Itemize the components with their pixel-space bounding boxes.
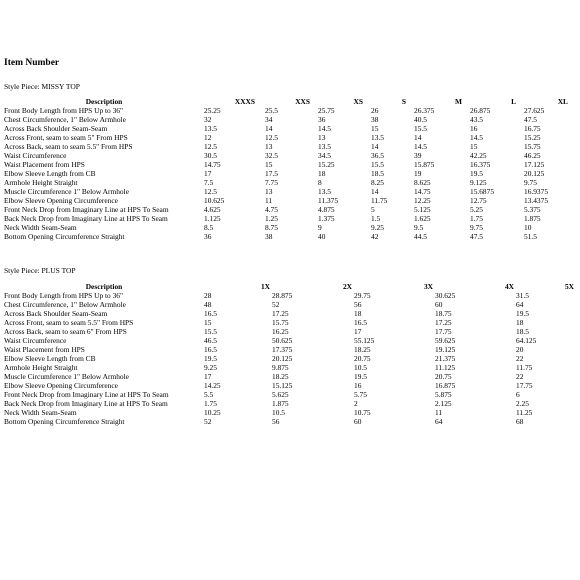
missy-cell-value: 16 xyxy=(470,124,478,133)
plus-cell-value: 52 xyxy=(204,417,212,426)
missy-cell-value: 9.5 xyxy=(414,223,424,232)
missy-cell-value: 5.125 xyxy=(414,205,431,214)
missy-cell-value: 11.375 xyxy=(318,196,339,205)
plus-cell-value: 30.625 xyxy=(435,291,456,300)
plus-cell-value: 20.125 xyxy=(272,354,293,363)
missy-cell-value: 25.5 xyxy=(265,106,278,115)
plus-cell-value: 50.625 xyxy=(272,336,293,345)
missy-cell-value: 8.25 xyxy=(371,178,384,187)
missy-cell-value: 47.5 xyxy=(524,115,537,124)
missy-table-row xyxy=(4,133,576,142)
plus-cell-value: 22 xyxy=(516,354,524,363)
missy-row-label: Across Back, seam to seam 5.5" From HPS xyxy=(4,142,133,151)
missy-table-row xyxy=(4,178,576,187)
plus-cell-value: 17 xyxy=(354,327,362,336)
plus-table-row xyxy=(4,327,576,336)
missy-cell-value: 38 xyxy=(265,232,273,241)
plus-cell-value: 18.75 xyxy=(435,309,452,318)
plus-cell-value: 16.875 xyxy=(435,381,456,390)
missy-cell-value: 12.5 xyxy=(204,187,217,196)
missy-size-header: XXXS xyxy=(234,97,255,106)
plus-cell-value: 5.5 xyxy=(204,390,214,399)
missy-cell-value: 8.5 xyxy=(204,223,214,232)
missy-size-header: M xyxy=(455,97,462,106)
plus-cell-value: 19.125 xyxy=(435,345,456,354)
plus-cell-value: 6 xyxy=(516,390,520,399)
missy-table-row xyxy=(4,142,576,151)
missy-cell-value: 26 xyxy=(371,106,379,115)
missy-cell-value: 12.5 xyxy=(265,133,278,142)
plus-row-label: Front Body Length from HPS Up to 36" xyxy=(4,291,124,300)
plus-cell-value: 18.5 xyxy=(516,327,529,336)
missy-row-label: Front Neck Drop from Imaginary Line at HPS To Seam xyxy=(4,205,169,214)
plus-size-header: 3X xyxy=(423,282,433,291)
plus-table-row xyxy=(4,408,576,417)
plus-cell-value: 68 xyxy=(516,417,524,426)
plus-cell-value: 15.125 xyxy=(272,381,293,390)
missy-table-row xyxy=(4,196,576,205)
missy-cell-value: 14.5 xyxy=(470,133,483,142)
plus-table-body xyxy=(4,291,576,426)
plus-row-label: Across Back, seam to seam 6" From HPS xyxy=(4,327,127,336)
plus-cell-value: 1.875 xyxy=(272,399,289,408)
missy-cell-value: 5.25 xyxy=(470,205,483,214)
missy-cell-value: 10 xyxy=(524,223,532,232)
missy-cell-value: 14 xyxy=(371,187,379,196)
plus-row-label: Across Front, seam to seam 5.5" From HPS xyxy=(4,318,134,327)
missy-row-label: Muscle Circumference 1" Below Armhole xyxy=(4,187,129,196)
missy-cell-value: 15.25 xyxy=(524,133,541,142)
missy-cell-value: 32 xyxy=(204,115,212,124)
missy-cell-value: 1.75 xyxy=(470,214,483,223)
missy-cell-value: 7.5 xyxy=(204,178,214,187)
plus-cell-value: 48 xyxy=(204,300,212,309)
missy-cell-value: 34.5 xyxy=(318,151,331,160)
plus-cell-value: 18.25 xyxy=(354,345,371,354)
missy-cell-value: 14.75 xyxy=(204,160,221,169)
plus-cell-value: 19.5 xyxy=(516,309,529,318)
missy-cell-value: 38 xyxy=(371,115,379,124)
plus-row-label: Neck Width Seam-Seam xyxy=(4,408,77,417)
missy-cell-value: 13.5 xyxy=(318,187,331,196)
missy-table-row xyxy=(4,205,576,214)
missy-cell-value: 15.75 xyxy=(524,142,541,151)
missy-cell-value: 17.5 xyxy=(265,169,278,178)
plus-table-row xyxy=(4,399,576,408)
missy-row-label: Back Neck Drop from Imaginary Line at HPS To Seam xyxy=(4,214,168,223)
missy-cell-value: 14.75 xyxy=(414,187,431,196)
plus-cell-value: 14.25 xyxy=(204,381,221,390)
missy-cell-value: 11.75 xyxy=(371,196,388,205)
plus-cell-value: 17.75 xyxy=(435,327,452,336)
style-piece-missy-label: Style Piece: MISSY TOP xyxy=(4,82,80,91)
missy-cell-value: 39 xyxy=(414,151,422,160)
plus-cell-value: 11 xyxy=(435,408,443,417)
missy-cell-value: 1.25 xyxy=(265,214,278,223)
missy-row-label: Front Body Length from HPS Up to 36" xyxy=(4,106,124,115)
plus-table-row xyxy=(4,372,576,381)
plus-table-row xyxy=(4,363,576,372)
missy-cell-value: 4.75 xyxy=(265,205,278,214)
plus-cell-value: 10.25 xyxy=(204,408,221,417)
missy-table-body xyxy=(4,106,576,241)
missy-cell-value: 12.5 xyxy=(204,142,217,151)
plus-cell-value: 46.5 xyxy=(204,336,217,345)
missy-row-label: Elbow Sleeve Length from CB xyxy=(4,169,96,178)
plus-row-label: Bottom Opening Circumference Straight xyxy=(4,417,125,426)
plus-cell-value: 2.125 xyxy=(435,399,452,408)
plus-row-label: Back Neck Drop from Imaginary Line at HPS To Seam xyxy=(4,399,168,408)
missy-cell-value: 15.6875 xyxy=(470,187,495,196)
missy-cell-value: 47.5 xyxy=(470,232,483,241)
missy-cell-value: 15.5 xyxy=(414,124,427,133)
missy-cell-value: 13.4375 xyxy=(524,196,549,205)
plus-cell-value: 20.75 xyxy=(354,354,371,363)
missy-cell-value: 1.125 xyxy=(204,214,221,223)
plus-size-header: 5X xyxy=(564,282,574,291)
plus-cell-value: 19.5 xyxy=(204,354,217,363)
plus-cell-value: 60 xyxy=(435,300,443,309)
plus-table-row xyxy=(4,336,576,345)
plus-cell-value: 15 xyxy=(204,318,212,327)
missy-cell-value: 40.5 xyxy=(414,115,427,124)
plus-cell-value: 11.125 xyxy=(435,363,456,372)
missy-cell-value: 13.5 xyxy=(371,133,384,142)
missy-size-table xyxy=(4,97,576,241)
plus-size-header: 2X xyxy=(342,282,352,291)
plus-table-row xyxy=(4,345,576,354)
plus-table-row xyxy=(4,381,576,390)
plus-table-row xyxy=(4,390,576,399)
missy-row-label: Elbow Sleeve Opening Circumference xyxy=(4,196,118,205)
missy-cell-value: 9.25 xyxy=(371,223,384,232)
plus-row-label: Chest Circumference, 1" Below Armhole xyxy=(4,300,126,309)
plus-cell-value: 15.5 xyxy=(204,327,217,336)
plus-cell-value: 11.25 xyxy=(516,408,533,417)
missy-row-label: Armhole Height Straight xyxy=(4,178,78,187)
plus-cell-value: 22 xyxy=(516,372,524,381)
missy-cell-value: 20.125 xyxy=(524,169,545,178)
plus-description-header: Description xyxy=(85,282,123,291)
missy-row-label: Across Back Shoulder Seam-Seam xyxy=(4,124,108,133)
missy-cell-value: 13 xyxy=(265,142,273,151)
missy-description-header: Description xyxy=(85,97,123,106)
plus-cell-value: 18 xyxy=(516,318,524,327)
plus-row-label: Front Neck Drop from Imaginary Line at HPS To Seam xyxy=(4,390,169,399)
missy-cell-value: 51.5 xyxy=(524,232,537,241)
missy-cell-value: 36.5 xyxy=(371,151,384,160)
missy-cell-value: 4.875 xyxy=(318,205,335,214)
missy-cell-value: 46.25 xyxy=(524,151,541,160)
plus-table-row xyxy=(4,354,576,363)
plus-cell-value: 5.75 xyxy=(354,390,367,399)
missy-table-row xyxy=(4,160,576,169)
missy-row-label: Chest Circumference, 1" Below Armhole xyxy=(4,115,126,124)
style-piece-plus-label: Style Piece: PLUS TOP xyxy=(4,266,76,275)
missy-cell-value: 13.5 xyxy=(204,124,217,133)
missy-cell-value: 15 xyxy=(371,124,379,133)
plus-cell-value: 20 xyxy=(516,345,524,354)
plus-cell-value: 64 xyxy=(516,300,524,309)
missy-cell-value: 25.75 xyxy=(318,106,335,115)
missy-size-header: L xyxy=(511,97,516,106)
missy-row-label: Neck Width Seam-Seam xyxy=(4,223,77,232)
plus-cell-value: 10.5 xyxy=(354,363,367,372)
plus-row-label: Across Back Shoulder Seam-Seam xyxy=(4,309,108,318)
missy-table-row xyxy=(4,115,576,124)
plus-cell-value: 29.75 xyxy=(354,291,371,300)
missy-cell-value: 15.5 xyxy=(371,160,384,169)
missy-cell-value: 26.375 xyxy=(414,106,435,115)
missy-cell-value: 14 xyxy=(414,133,422,142)
missy-table-row xyxy=(4,214,576,223)
plus-cell-value: 2 xyxy=(354,399,358,408)
missy-cell-value: 18.5 xyxy=(371,169,384,178)
plus-cell-value: 17.375 xyxy=(272,345,293,354)
missy-cell-value: 1.375 xyxy=(318,214,335,223)
plus-table-row xyxy=(4,318,576,327)
missy-cell-value: 13 xyxy=(265,187,273,196)
missy-cell-value: 5 xyxy=(371,205,375,214)
missy-cell-value: 40 xyxy=(318,232,326,241)
missy-cell-value: 15 xyxy=(470,142,478,151)
plus-cell-value: 17.25 xyxy=(272,309,289,318)
plus-table-row xyxy=(4,417,576,426)
plus-table-row xyxy=(4,300,576,309)
plus-cell-value: 17 xyxy=(204,372,212,381)
plus-cell-value: 28 xyxy=(204,291,212,300)
plus-size-header: 4X xyxy=(504,282,514,291)
missy-cell-value: 8.625 xyxy=(414,178,431,187)
plus-cell-value: 19.5 xyxy=(354,372,367,381)
missy-size-header: XL xyxy=(557,97,568,106)
plus-cell-value: 11.75 xyxy=(516,363,533,372)
missy-cell-value: 17 xyxy=(204,169,212,178)
plus-cell-value: 20.75 xyxy=(435,372,452,381)
missy-table-row xyxy=(4,232,576,241)
plus-cell-value: 5.875 xyxy=(435,390,452,399)
plus-cell-value: 17.25 xyxy=(435,318,452,327)
missy-cell-value: 1.5 xyxy=(371,214,381,223)
missy-table-row xyxy=(4,187,576,196)
missy-cell-value: 9.75 xyxy=(470,223,483,232)
plus-row-label: Armhole Height Straight xyxy=(4,363,78,372)
plus-cell-value: 16.5 xyxy=(204,309,217,318)
plus-row-label: Waist Placement from HPS xyxy=(4,345,85,354)
plus-cell-value: 31.5 xyxy=(516,291,529,300)
plus-cell-value: 2.25 xyxy=(516,399,529,408)
plus-table-row xyxy=(4,291,576,300)
missy-row-label: Waist Placement from HPS xyxy=(4,160,85,169)
plus-cell-value: 9.875 xyxy=(272,363,289,372)
missy-cell-value: 44.5 xyxy=(414,232,427,241)
missy-cell-value: 43.5 xyxy=(470,115,483,124)
plus-size-table xyxy=(4,282,576,426)
missy-cell-value: 27.625 xyxy=(524,106,545,115)
missy-cell-value: 18 xyxy=(318,169,326,178)
plus-cell-value: 56 xyxy=(354,300,362,309)
missy-cell-value: 26.875 xyxy=(470,106,491,115)
plus-row-label: Elbow Sleeve Length from CB xyxy=(4,354,96,363)
plus-table-row xyxy=(4,309,576,318)
missy-cell-value: 4.625 xyxy=(204,205,221,214)
missy-cell-value: 8 xyxy=(318,178,322,187)
plus-cell-value: 1.75 xyxy=(204,399,217,408)
missy-cell-value: 14.5 xyxy=(414,142,427,151)
plus-cell-value: 16.5 xyxy=(204,345,217,354)
plus-cell-value: 16.25 xyxy=(272,327,289,336)
missy-size-header: XS xyxy=(353,97,363,106)
plus-row-label: Muscle Circumference 1" Below Armhole xyxy=(4,372,129,381)
missy-cell-value: 14 xyxy=(371,142,379,151)
missy-cell-value: 12.75 xyxy=(470,196,487,205)
missy-cell-value: 15.875 xyxy=(414,160,435,169)
missy-cell-value: 9 xyxy=(318,223,322,232)
missy-cell-value: 19 xyxy=(414,169,422,178)
plus-cell-value: 18 xyxy=(354,309,362,318)
missy-cell-value: 15 xyxy=(265,160,273,169)
missy-table-row xyxy=(4,223,576,232)
plus-cell-value: 56 xyxy=(272,417,280,426)
plus-cell-value: 55.125 xyxy=(354,336,375,345)
plus-cell-value: 15.75 xyxy=(272,318,289,327)
missy-size-header: XXS xyxy=(295,97,310,106)
missy-size-header: S xyxy=(401,97,406,106)
plus-cell-value: 64 xyxy=(435,417,443,426)
missy-cell-value: 9.75 xyxy=(524,178,537,187)
missy-table-row xyxy=(4,124,576,133)
missy-header-row xyxy=(4,97,576,106)
plus-cell-value: 5.625 xyxy=(272,390,289,399)
missy-cell-value: 13 xyxy=(318,133,326,142)
missy-cell-value: 12 xyxy=(204,133,212,142)
missy-cell-value: 30.5 xyxy=(204,151,217,160)
missy-cell-value: 13.5 xyxy=(318,142,331,151)
missy-cell-value: 10.625 xyxy=(204,196,225,205)
missy-cell-value: 14 xyxy=(265,124,273,133)
missy-cell-value: 7.75 xyxy=(265,178,278,187)
missy-cell-value: 5.375 xyxy=(524,205,541,214)
missy-row-label: Waist Circumference xyxy=(4,151,67,160)
plus-cell-value: 16 xyxy=(354,381,362,390)
missy-cell-value: 36 xyxy=(204,232,212,241)
missy-row-label: Bottom Opening Circumference Straight xyxy=(4,232,125,241)
missy-cell-value: 11 xyxy=(265,196,273,205)
plus-cell-value: 64.125 xyxy=(516,336,537,345)
plus-cell-value: 16.5 xyxy=(354,318,367,327)
missy-cell-value: 12.25 xyxy=(414,196,431,205)
plus-cell-value: 10.75 xyxy=(354,408,371,417)
plus-header-row xyxy=(4,282,576,291)
plus-cell-value: 9.25 xyxy=(204,363,217,372)
missy-table-row xyxy=(4,169,576,178)
plus-row-label: Elbow Sleeve Opening Circumference xyxy=(4,381,118,390)
missy-cell-value: 25.25 xyxy=(204,106,221,115)
missy-cell-value: 14.5 xyxy=(318,124,331,133)
missy-cell-value: 17.125 xyxy=(524,160,545,169)
missy-cell-value: 42 xyxy=(371,232,379,241)
missy-table-row xyxy=(4,106,576,115)
plus-cell-value: 60 xyxy=(354,417,362,426)
plus-cell-value: 21.375 xyxy=(435,354,456,363)
missy-cell-value: 8.75 xyxy=(265,223,278,232)
missy-cell-value: 16.375 xyxy=(470,160,491,169)
missy-cell-value: 9.125 xyxy=(470,178,487,187)
plus-cell-value: 28.875 xyxy=(272,291,293,300)
plus-cell-value: 17.75 xyxy=(516,381,533,390)
plus-cell-value: 10.5 xyxy=(272,408,285,417)
plus-row-label: Waist Circumference xyxy=(4,336,67,345)
missy-cell-value: 36 xyxy=(318,115,326,124)
plus-cell-value: 59.625 xyxy=(435,336,456,345)
missy-cell-value: 32.5 xyxy=(265,151,278,160)
missy-cell-value: 16.9375 xyxy=(524,187,549,196)
plus-cell-value: 18.25 xyxy=(272,372,289,381)
missy-cell-value: 15.25 xyxy=(318,160,335,169)
missy-cell-value: 1.875 xyxy=(524,214,541,223)
missy-cell-value: 19.5 xyxy=(470,169,483,178)
missy-row-label: Across Front, seam to seam 5" From HPS xyxy=(4,133,128,142)
missy-cell-value: 16.75 xyxy=(524,124,541,133)
plus-cell-value: 52 xyxy=(272,300,280,309)
plus-size-header: 1X xyxy=(260,282,270,291)
missy-cell-value: 42.25 xyxy=(470,151,487,160)
missy-cell-value: 1.625 xyxy=(414,214,431,223)
missy-cell-value: 34 xyxy=(265,115,273,124)
missy-table-row xyxy=(4,151,576,160)
item-number-title: Item Number xyxy=(4,58,60,68)
